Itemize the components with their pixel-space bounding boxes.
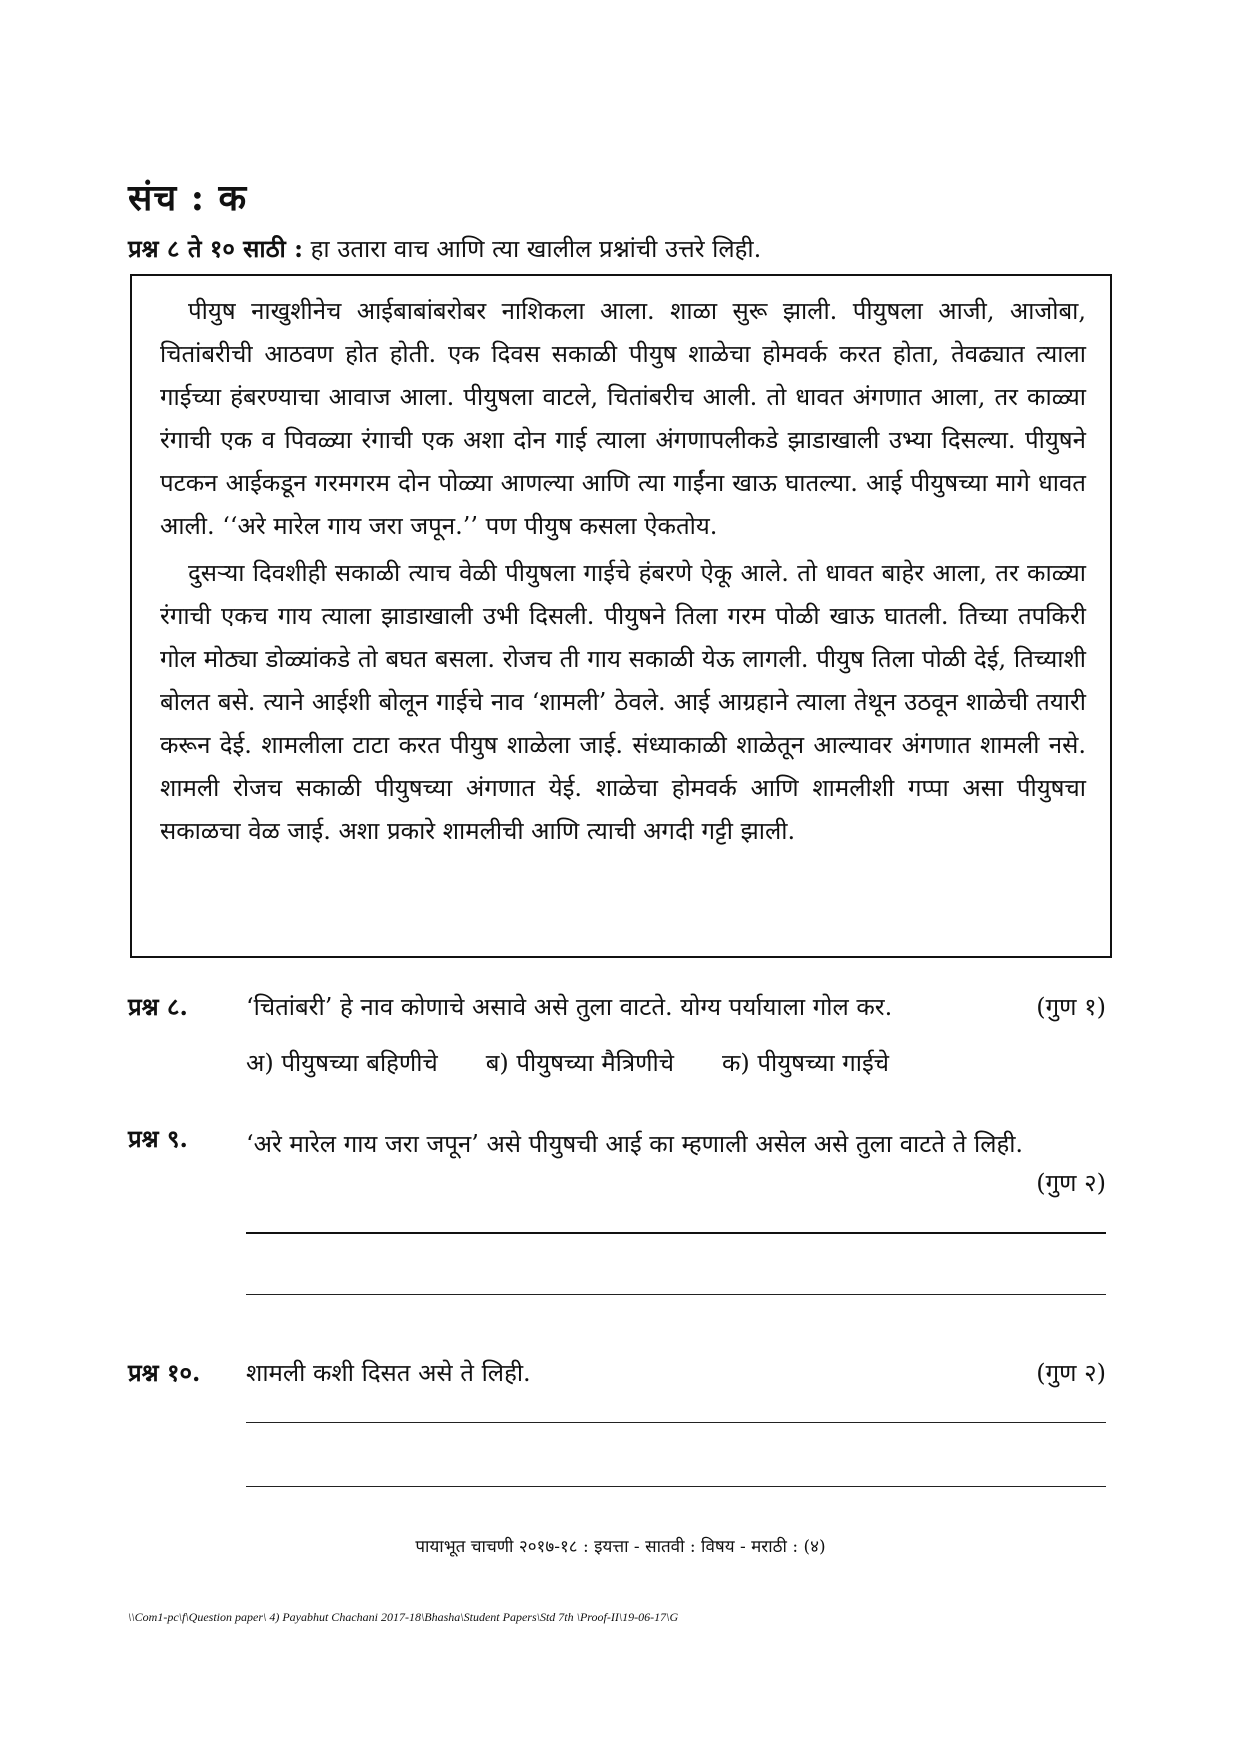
passage-paragraph-1: पीयुष नाखुशीनेच आईबाबांबरोबर नाशिकला आला. शाळा सुरू झाली. पीयुषला आजी, आजोबा, चितांबरीची आठवण होत होती. एक दिवस सकाळी पीयुष शाळेचा होमवर्क करत होता, तेवढ्यात त्याला गाईच्या हंबरण्याचा आवाज आला. पीयुषला वाटले, चितांबरीच आली. तो धावत अंगणात आला, तर काळ्या रंगाची एक व पिवळ्या रंगाची एक अशा दोन गाई त्याला अंगणापलीकडे झाडाखाली उभ्या दिसल्या. पीयुषने पटकन आईकडून गरमगरम दोन पोळ्या आणल्या आणि त्या गाईंना खाऊ घातल्या. आई पीयुषच्या मागे धावत आली. ‘‘अरे मारेल गाय जरा जपून.’’ पण पीयुष कसला ऐकतोय. [160,297,1086,540]
passage-box [130,274,1112,958]
question-9 [128,1122,1106,1202]
file-path: \\Com1-pc\f\Question paper\ 4) Payabhut Chachani 2017-18\Bhasha\Student Papers\Std 7th \Proof-II\19-06-17\G [128,1610,679,1624]
question-marks: (गुण २) [1036,1169,1106,1197]
answer-line[interactable] [246,1422,1106,1423]
answer-line[interactable] [246,1486,1106,1487]
answer-line[interactable] [246,1232,1106,1234]
question-10 [128,1356,1106,1396]
question-number: प्रश्न ९. [128,1124,188,1153]
question-marks: (गुण २) [1036,1359,1106,1387]
option-c[interactable]: क) पीयुषच्या गाईचे [721,1049,890,1077]
question-text: ‘अरे मारेल गाय जरा जपून’ असे पीयुषची आई का म्हणाली असेल असे तुला वाटते ते लिही. [246,1130,1024,1158]
passage-paragraph-2: दुसऱ्या दिवशीही सकाळी त्याच वेळी पीयुषला गाईचे हंबरणे ऐकू आले. तो धावत बाहेर आला, तर काळ्या रंगाची एकच गाय त्याला झाडाखाली उभी दिसली. पीयुषने तिला गरम पोळी खाऊ घातली. तिच्या तपकिरी गोल मोठ्या डोळ्यांकडे तो बघत बसला. रोजच ती गाय सकाळी येऊ लागली. पीयुष तिला पोळी देई, तिच्याशी बोलत बसे. त्याने आईशी बोलून गाईचे नाव ‘शामली’ ठेवले. आई आग्रहाने त्याला तेथून उठवून शाळेची तयारी करून देई. शामलीला टाटा करत पीयुष शाळेला जाई. संध्याकाळी शाळेतून आल्यावर अंगणात शामली नसे. शामली रोजच सकाळी पीयुषच्या अंगणात येई. शाळेचा होमवर्क आणि शामलीशी गप्पा असा पीयुषचा सकाळचा वेळ जाई. अशा प्रकारे शामलीची आणि त्याची अगदी गट्टी झाली. [160,559,1086,845]
instruction [128,232,1128,265]
page-footer: पायाभूत चाचणी २०१७-१८ : इयत्ता - सातवी : विषय - मराठी : (४) [415,1537,826,1557]
question-number: प्रश्न ८. [128,992,188,1021]
question-text: शामली कशी दिसत असे ते लिही. [246,1359,531,1387]
option-b[interactable]: ब) पीयुषच्या मैत्रिणीचे [485,1049,674,1077]
instruction-text: हा उतारा वाच आणि त्या खालील प्रश्नांची उत्तरे लिही. [310,235,762,263]
question-marks: (गुण १) [1036,993,1106,1021]
set-title: संच : क [128,177,248,219]
question-8 [128,990,1106,1090]
answer-line[interactable] [246,1294,1106,1295]
question-number: प्रश्न १०. [128,1358,201,1387]
answer-options [246,1046,1106,1079]
question-text: ‘चितांबरी’ हे नाव कोणाचे असावे असे तुला वाटते. योग्य पर्यायाला गोल कर. [246,993,893,1021]
option-a[interactable]: अ) पीयुषच्या बहिणीचे [246,1049,438,1077]
instruction-label: प्रश्न ८ ते १० साठी : [128,234,303,263]
